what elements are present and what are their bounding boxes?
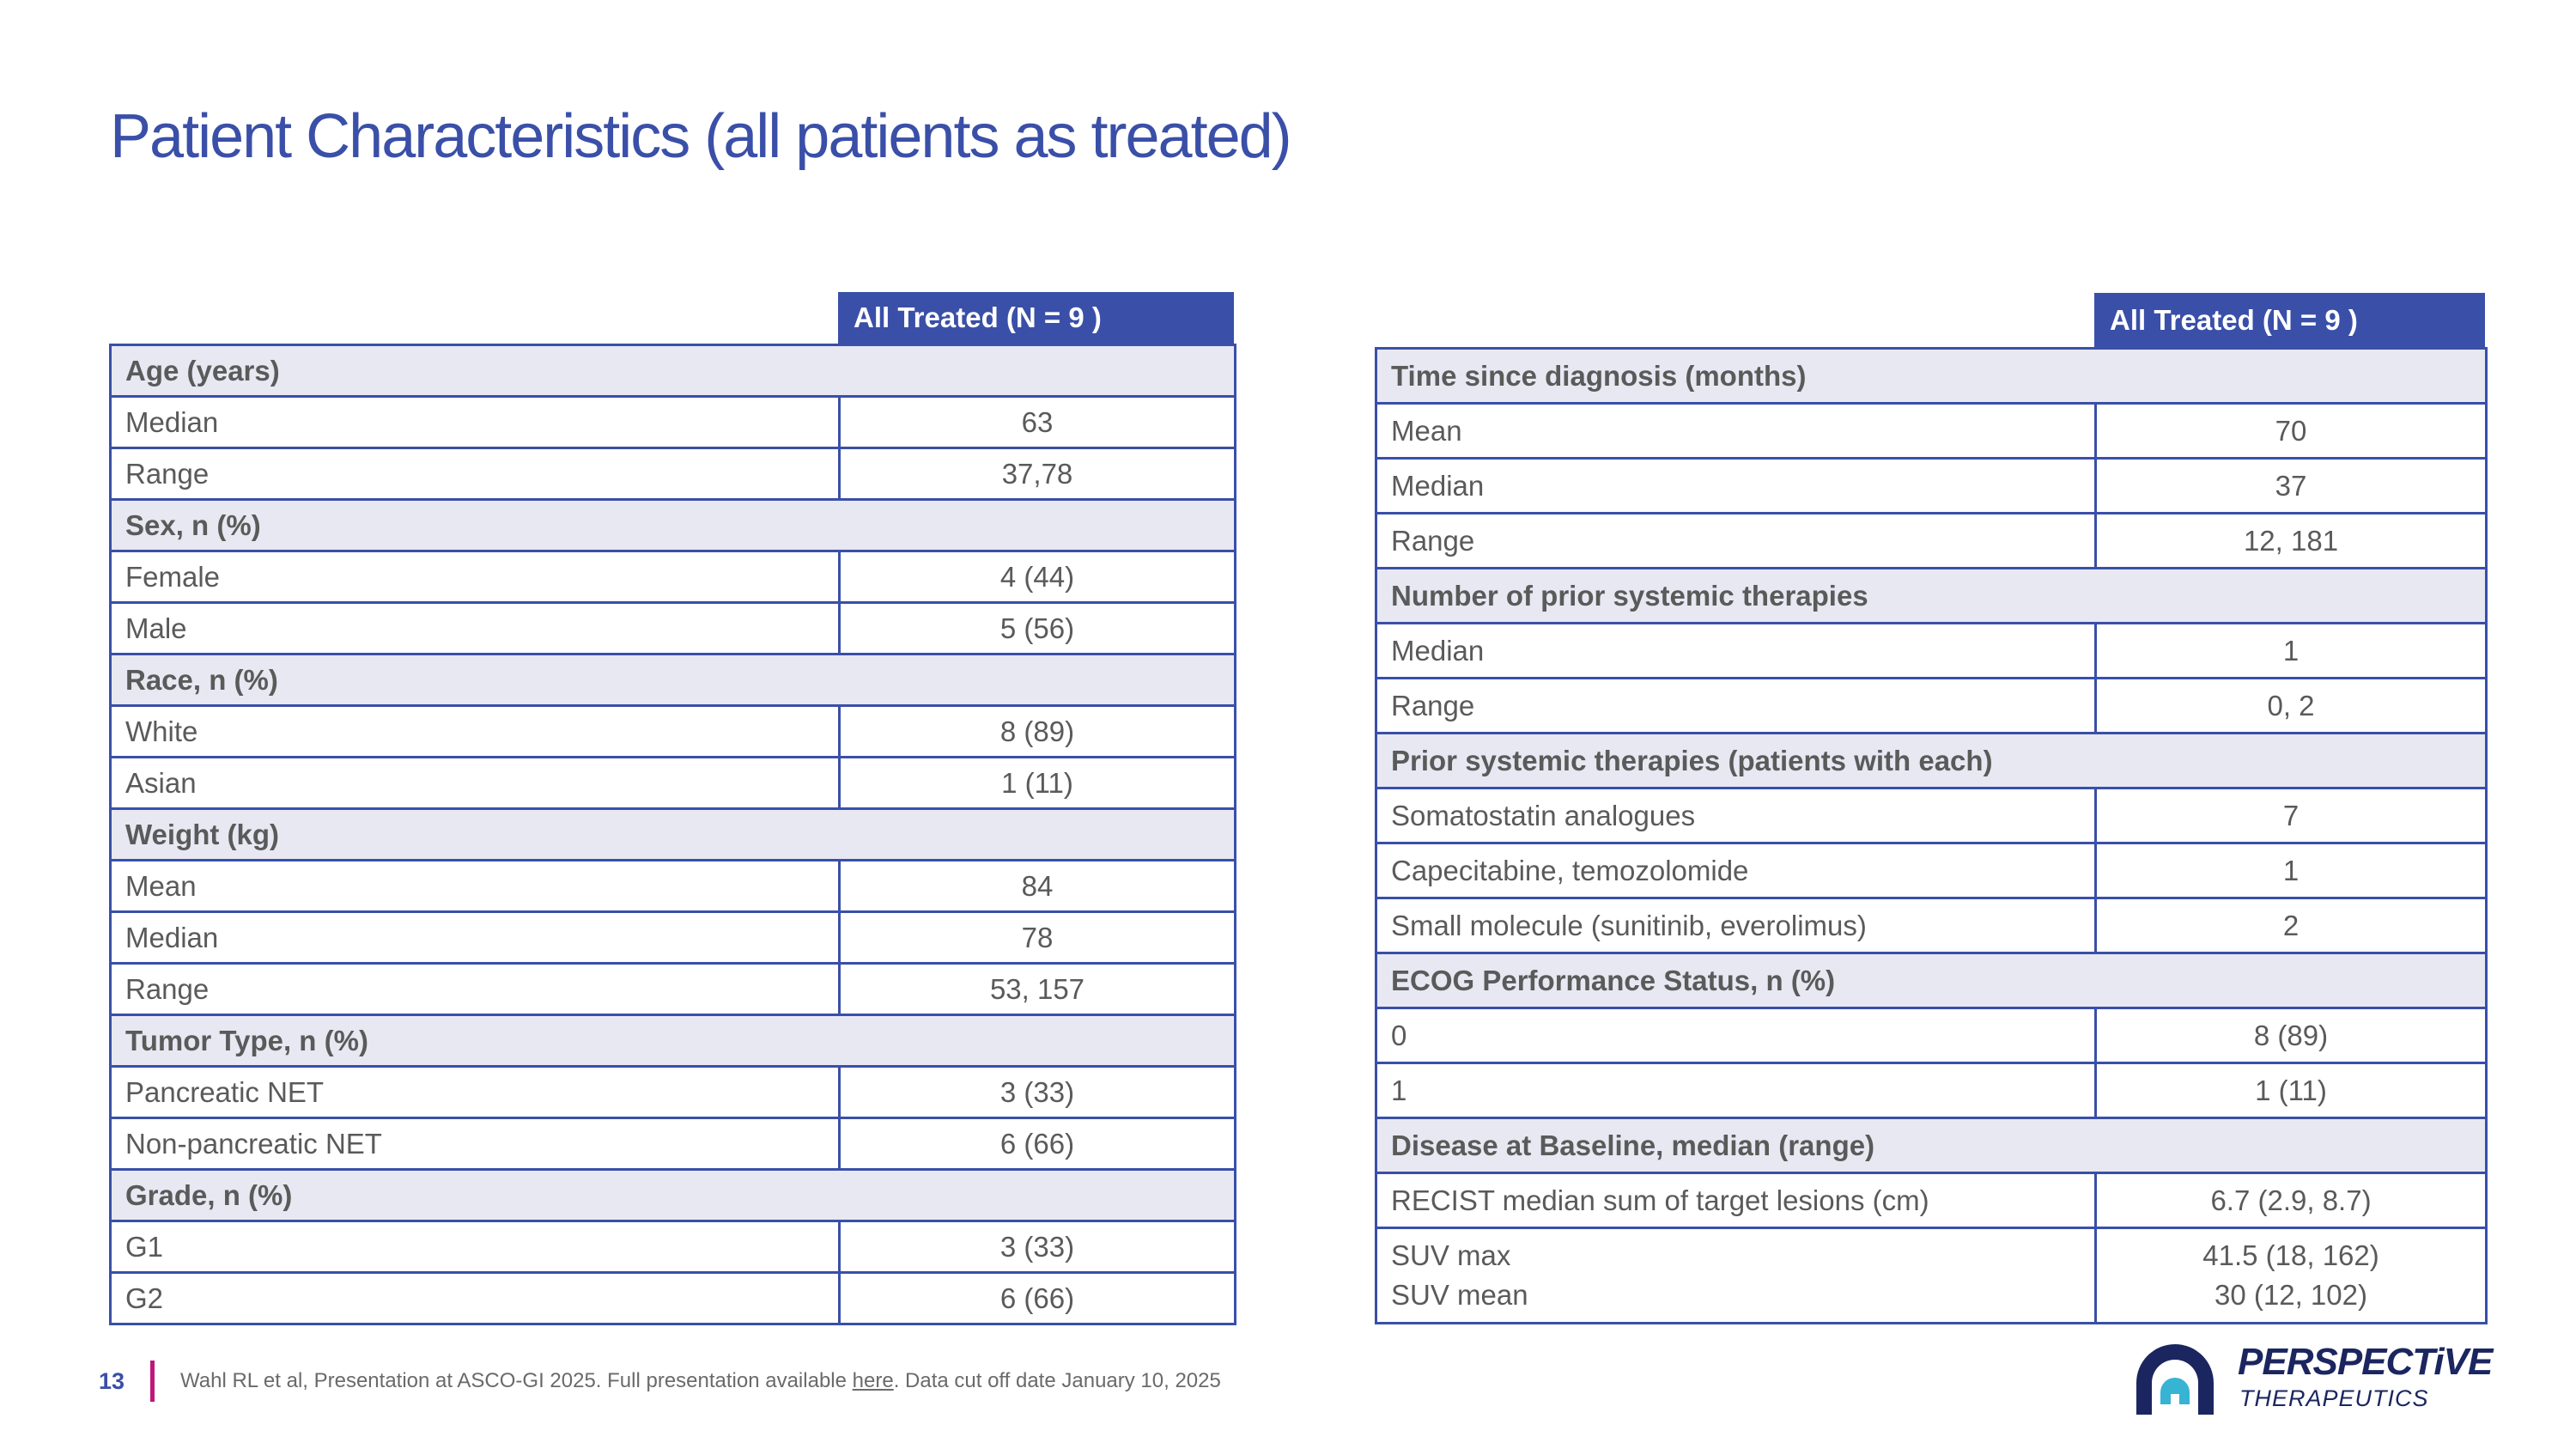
table-row [1376, 1063, 2487, 1118]
row-value: 6 (66) [840, 1273, 1236, 1324]
section-label: Disease at Baseline, median (range) [1376, 1118, 2487, 1173]
row-value: 5 (56) [840, 603, 1236, 654]
row-value: 0, 2 [2096, 679, 2487, 734]
table-row [1376, 459, 2487, 514]
row-value: 6 (66) [840, 1118, 1236, 1170]
table-row [111, 1067, 1236, 1118]
row-label: Range [111, 448, 840, 500]
row-label: Median [111, 912, 840, 964]
section-header-row [1376, 569, 2487, 624]
section-header-row [111, 1170, 1236, 1221]
row-value: 3 (33) [840, 1221, 1236, 1273]
row-value: 84 [840, 861, 1236, 912]
row-label: Pancreatic NET [111, 1067, 840, 1118]
row-value: 1 [2096, 624, 2487, 679]
row-label: Mean [1376, 404, 2096, 459]
data-table [109, 344, 1236, 1325]
row-value: 8 (89) [840, 706, 1236, 758]
logo-name: PERSPECTiVE [2238, 1341, 2493, 1383]
row-value: 78 [840, 912, 1236, 964]
section-label: Weight (kg) [111, 809, 1236, 861]
row-value: 1 (11) [2096, 1063, 2487, 1118]
section-header-row [111, 809, 1236, 861]
row-value: 1 (11) [840, 758, 1236, 809]
page-number: 13 [99, 1367, 125, 1394]
section-header-row [111, 345, 1236, 397]
suv-max-label: SUV max [1391, 1239, 1511, 1271]
row-label: G1 [111, 1221, 840, 1273]
row-value: 7 [2096, 788, 2487, 843]
column-header: All Treated (N = 9 ) [838, 292, 1234, 344]
table-row [1376, 1173, 2487, 1228]
table-row [111, 1221, 1236, 1273]
section-label: Time since diagnosis (months) [1376, 349, 2487, 404]
table-row [1376, 404, 2487, 459]
company-logo [2128, 1336, 2506, 1422]
data-table [1375, 347, 2488, 1324]
row-label: Mean [111, 861, 840, 912]
row-value [2096, 1228, 2487, 1324]
section-header-row [1376, 953, 2487, 1008]
row-value: 63 [840, 397, 1236, 448]
table-row [1376, 788, 2487, 843]
table-row [111, 603, 1236, 654]
row-value: 8 (89) [2096, 1008, 2487, 1063]
section-label: Age (years) [111, 345, 1236, 397]
table-row [1376, 679, 2487, 734]
row-label: Median [1376, 459, 2096, 514]
row-label: Somatostatin analogues [1376, 788, 2096, 843]
section-header-row [111, 500, 1236, 551]
footer [99, 1360, 1221, 1403]
row-label: Small molecule (sunitinib, everolimus) [1376, 898, 2096, 953]
row-label: Female [111, 551, 840, 603]
row-label: White [111, 706, 840, 758]
table-row [111, 1273, 1236, 1324]
row-label: Median [1376, 624, 2096, 679]
left-characteristics-table [109, 292, 1234, 1325]
table-row [1376, 843, 2487, 898]
section-header-row [111, 1015, 1236, 1067]
table-row [111, 397, 1236, 448]
row-label [1376, 1228, 2096, 1324]
table-row [111, 758, 1236, 809]
suv-mean-value: 30 (12, 102) [2215, 1279, 2367, 1311]
row-value: 37,78 [840, 448, 1236, 500]
section-header-row [1376, 734, 2487, 788]
table-row [111, 551, 1236, 603]
row-label: RECIST median sum of target lesions (cm) [1376, 1173, 2096, 1228]
table-row [111, 1118, 1236, 1170]
table-row [1376, 624, 2487, 679]
page-title: Patient Characteristics (all patients as treated) [110, 102, 1291, 171]
section-label: Sex, n (%) [111, 500, 1236, 551]
row-label: Asian [111, 758, 840, 809]
row-value: 53, 157 [840, 964, 1236, 1015]
row-label: Capecitabine, temozolomide [1376, 843, 2096, 898]
section-header-row [1376, 1118, 2487, 1173]
table-row [111, 706, 1236, 758]
row-label: Range [1376, 514, 2096, 569]
logo-mark-icon [2128, 1336, 2222, 1422]
row-value: 70 [2096, 404, 2487, 459]
row-value: 6.7 (2.9, 8.7) [2096, 1173, 2487, 1228]
table-row [1376, 514, 2487, 569]
column-header: All Treated (N = 9 ) [2094, 293, 2485, 347]
section-label: Tumor Type, n (%) [111, 1015, 1236, 1067]
suv-mean-label: SUV mean [1391, 1279, 1528, 1311]
row-label: 1 [1376, 1063, 2096, 1118]
section-label: Race, n (%) [111, 654, 1236, 706]
table-row [111, 861, 1236, 912]
section-header-row [1376, 349, 2487, 404]
citation-date: . Data cut off date January 10, 2025 [893, 1369, 1221, 1392]
section-label: ECOG Performance Status, n (%) [1376, 953, 2487, 1008]
row-label: 0 [1376, 1008, 2096, 1063]
row-label: Median [111, 397, 840, 448]
row-value: 2 [2096, 898, 2487, 953]
section-label: Prior systemic therapies (patients with each) [1376, 734, 2487, 788]
row-value: 4 (44) [840, 551, 1236, 603]
suv-row [1376, 1228, 2487, 1324]
row-value: 12, 181 [2096, 514, 2487, 569]
row-label: Range [1376, 679, 2096, 734]
row-label: Range [111, 964, 840, 1015]
table-row [1376, 898, 2487, 953]
presentation-link[interactable]: here [852, 1369, 894, 1392]
row-value: 37 [2096, 459, 2487, 514]
table-row [111, 964, 1236, 1015]
section-header-row [111, 654, 1236, 706]
logo-subtitle: THERAPEUTICS [2239, 1385, 2429, 1411]
row-label: G2 [111, 1273, 840, 1324]
footer-divider [150, 1361, 155, 1402]
citation-text: Wahl RL et al, Presentation at ASCO-GI 2025. Full presentation available [180, 1369, 853, 1392]
row-value: 1 [2096, 843, 2487, 898]
table-row [1376, 1008, 2487, 1063]
table-row [111, 448, 1236, 500]
citation [180, 1369, 1221, 1393]
section-label: Number of prior systemic therapies [1376, 569, 2487, 624]
right-characteristics-table [1375, 293, 2485, 1324]
row-label: Male [111, 603, 840, 654]
row-label: Non-pancreatic NET [111, 1118, 840, 1170]
suv-max-value: 41.5 (18, 162) [2202, 1239, 2379, 1271]
table-row [111, 912, 1236, 964]
section-label: Grade, n (%) [111, 1170, 1236, 1221]
row-value: 3 (33) [840, 1067, 1236, 1118]
